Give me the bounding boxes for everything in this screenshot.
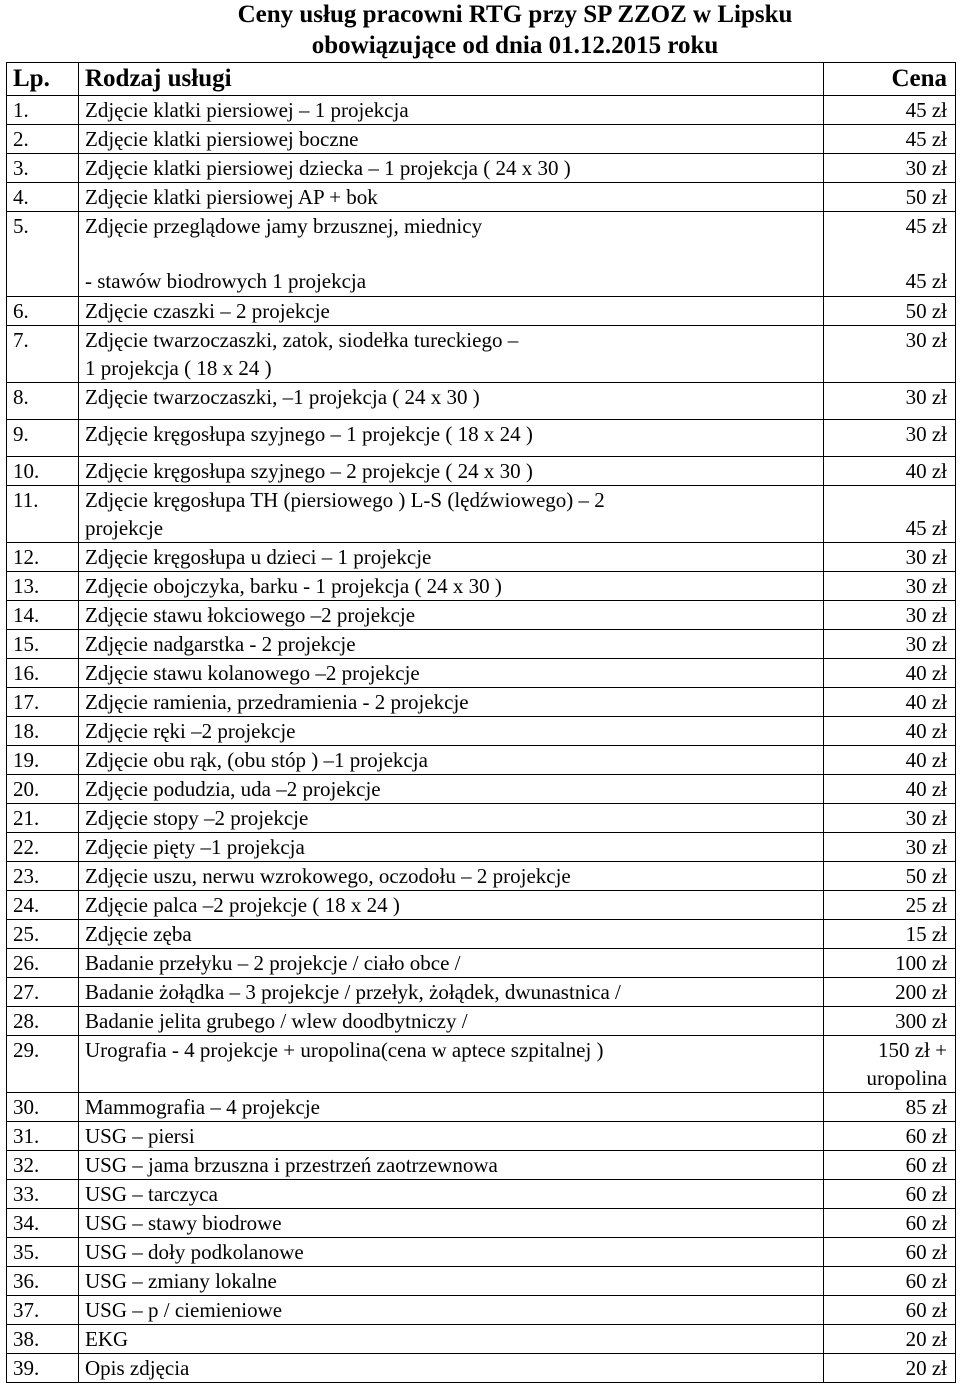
service-price-line-1: 30 zł [905, 328, 947, 352]
service-price [824, 1180, 956, 1209]
service-price-line-1: 50 zł [905, 185, 947, 209]
service-price [824, 601, 956, 630]
table-row [7, 1325, 956, 1354]
service-price-line-1: 30 zł [905, 574, 947, 598]
table-row [7, 1209, 956, 1238]
service-price-line-1: 300 zł [895, 1009, 947, 1033]
row-number: 6. [7, 297, 79, 326]
service-name [79, 659, 824, 688]
service-name [79, 297, 824, 326]
service-name-line-1: Zdjęcie kręgosłupa szyjnego – 2 projekcje ( 24 x 30 ) [85, 459, 533, 483]
service-name-line-1: Zdjęcie kręgosłupa TH (piersiowego ) L-S (lędźwiowego) – 2 [85, 488, 605, 512]
service-price [824, 978, 956, 1007]
service-price-line-2: uropolina [866, 1066, 947, 1090]
service-price-line-1: 30 zł [905, 422, 947, 446]
service-name-line-1: EKG [85, 1327, 129, 1351]
row-number: 36. [7, 1267, 79, 1296]
service-name [79, 833, 824, 862]
table-row [7, 1007, 956, 1036]
table-row [7, 383, 956, 420]
table-row [7, 154, 956, 183]
table-row [7, 1267, 956, 1296]
service-name [79, 1122, 824, 1151]
service-price-line-1: 25 zł [905, 893, 947, 917]
row-number: 19. [7, 746, 79, 775]
service-price-line-1: 30 zł [905, 835, 947, 859]
service-name [79, 420, 824, 457]
service-name [79, 383, 824, 420]
header-price: Cena [824, 63, 956, 96]
table-row [7, 486, 956, 543]
service-name [79, 1325, 824, 1354]
table-row [7, 978, 956, 1007]
table-row [7, 833, 956, 862]
service-price [824, 457, 956, 486]
service-name-line-1: Badanie przełyku – 2 projekcje / ciało obce / [85, 951, 461, 975]
row-number: 22. [7, 833, 79, 862]
service-price [824, 717, 956, 746]
service-price [824, 1093, 956, 1122]
service-name-line-1: Zdjęcie klatki piersiowej dziecka – 1 projekcja ( 24 x 30 ) [85, 156, 571, 180]
service-name-line-1: Zdjęcie kręgosłupa szyjnego – 1 projekcje ( 18 x 24 ) [85, 422, 533, 446]
service-price-line-1: 45 zł [905, 127, 947, 151]
service-name [79, 1180, 824, 1209]
service-price [824, 297, 956, 326]
title-line-1: Ceny usług pracowni RTG przy SP ZZOZ w Lipsku [237, 1, 793, 28]
table-row [7, 1354, 956, 1383]
service-price [824, 1209, 956, 1238]
service-name [79, 717, 824, 746]
service-name-line-1: Zdjęcie twarzoczaszki, zatok, siodełka tureckiego – [85, 328, 519, 352]
service-price [824, 486, 956, 543]
service-name-line-1: Zdjęcie przeglądowe jamy brzusznej, miednicy [85, 214, 483, 238]
service-price [824, 183, 956, 212]
row-number: 37. [7, 1296, 79, 1325]
service-name-line-2: - stawów biodrowych 1 projekcja [85, 269, 367, 293]
row-number: 2. [7, 125, 79, 154]
row-number: 3. [7, 154, 79, 183]
table-row [7, 326, 956, 383]
row-number: 29. [7, 1036, 79, 1093]
service-name [79, 183, 824, 212]
service-price-line-1: 100 zł [895, 951, 947, 975]
service-price [824, 833, 956, 862]
row-number: 35. [7, 1238, 79, 1267]
header-service: Rodzaj usługi [79, 63, 824, 96]
service-name-line-1: Zdjęcie obu rąk, (obu stóp ) –1 projekcja [85, 748, 428, 772]
service-name [79, 1007, 824, 1036]
service-price [824, 804, 956, 833]
service-price [824, 1238, 956, 1267]
service-name-line-1: Urografia - 4 projekcje + uropolina(cena w aptece szpitalnej ) [85, 1038, 604, 1062]
service-name-line-1: Zdjęcie pięty –1 projekcja [85, 835, 305, 859]
service-name-line-1: Badanie jelita grubego / wlew doodbytniczy / [85, 1009, 468, 1033]
service-price-line-1: 40 zł [905, 748, 947, 772]
service-name [79, 804, 824, 833]
document-title [0, 0, 960, 62]
service-price-line-1: 150 zł + [878, 1038, 947, 1062]
service-price [824, 862, 956, 891]
row-number: 15. [7, 630, 79, 659]
row-number: 34. [7, 1209, 79, 1238]
row-number: 39. [7, 1354, 79, 1383]
service-name-line-1: Mammografia – 4 projekcje [85, 1095, 320, 1119]
service-name [79, 486, 824, 543]
service-price [824, 96, 956, 125]
service-name-line-1: Zdjęcie nadgarstka - 2 projekcje [85, 632, 356, 656]
service-price-line-1: 30 zł [905, 385, 947, 409]
service-name-line-1: Zdjęcie ręki –2 projekcje [85, 719, 296, 743]
service-name [79, 326, 824, 383]
service-name-line-1: USG – stawy biodrowe [85, 1211, 282, 1235]
table-row [7, 775, 956, 804]
service-name [79, 978, 824, 1007]
service-price-line-1: 30 zł [905, 156, 947, 180]
table-row [7, 891, 956, 920]
service-price [824, 383, 956, 420]
row-number: 7. [7, 326, 79, 383]
service-name [79, 96, 824, 125]
service-name [79, 572, 824, 601]
row-number: 32. [7, 1151, 79, 1180]
row-number: 11. [7, 486, 79, 543]
service-name [79, 1036, 824, 1093]
service-price [824, 543, 956, 572]
row-number: 21. [7, 804, 79, 833]
service-price [824, 212, 956, 297]
service-price-line-1: 20 zł [905, 1327, 947, 1351]
row-number: 14. [7, 601, 79, 630]
service-price [824, 1296, 956, 1325]
service-price [824, 1036, 956, 1093]
service-name-line-1: USG – jama brzuszna i przestrzeń zaotrzewnowa [85, 1153, 498, 1177]
table-row [7, 212, 956, 297]
table-row [7, 1238, 956, 1267]
service-price-line-1: 60 zł [905, 1182, 947, 1206]
service-price-line-1: 40 zł [905, 459, 947, 483]
service-name [79, 746, 824, 775]
service-name [79, 212, 824, 297]
service-name-line-2: 1 projekcja ( 18 x 24 ) [85, 356, 272, 380]
service-name [79, 601, 824, 630]
service-price [824, 746, 956, 775]
table-row [7, 543, 956, 572]
service-name-line-1: Zdjęcie kręgosłupa u dzieci – 1 projekcje [85, 545, 432, 569]
service-price-line-1: 40 zł [905, 690, 947, 714]
service-name [79, 1238, 824, 1267]
table-row [7, 1122, 956, 1151]
service-name [79, 1209, 824, 1238]
service-name-line-1: USG – p / ciemieniowe [85, 1298, 283, 1322]
row-number: 30. [7, 1093, 79, 1122]
service-name [79, 457, 824, 486]
service-name-line-1: USG – piersi [85, 1124, 195, 1148]
table-row [7, 1093, 956, 1122]
service-price [824, 1267, 956, 1296]
table-row [7, 1151, 956, 1180]
table-row [7, 1180, 956, 1209]
table-row [7, 457, 956, 486]
service-name [79, 688, 824, 717]
service-name [79, 1267, 824, 1296]
service-name-line-1: Zdjęcie obojczyka, barku - 1 projekcja ( 24 x 30 ) [85, 574, 502, 598]
row-number: 25. [7, 920, 79, 949]
service-price-line-1: 45 zł [905, 516, 947, 540]
service-name-line-1: Badanie żołądka – 3 projekcje / przełyk, żołądek, dwunastnica / [85, 980, 621, 1004]
service-price [824, 659, 956, 688]
service-price [824, 1354, 956, 1383]
service-price-line-1: 60 zł [905, 1124, 947, 1148]
table-row [7, 1296, 956, 1325]
table-row [7, 804, 956, 833]
service-name [79, 543, 824, 572]
service-name-line-1: Zdjęcie uszu, nerwu wzrokowego, oczodołu – 2 projekcje [85, 864, 571, 888]
row-number: 24. [7, 891, 79, 920]
service-price-line-1: 60 zł [905, 1298, 947, 1322]
service-price [824, 891, 956, 920]
service-price [824, 775, 956, 804]
row-number: 33. [7, 1180, 79, 1209]
service-price-line-1: 60 zł [905, 1240, 947, 1264]
row-number: 28. [7, 1007, 79, 1036]
service-name [79, 891, 824, 920]
row-number: 9. [7, 420, 79, 457]
service-name [79, 125, 824, 154]
row-number: 1. [7, 96, 79, 125]
service-price-line-1: 60 zł [905, 1211, 947, 1235]
service-price [824, 1151, 956, 1180]
service-name-line-1: Zdjęcie czaszki – 2 projekcje [85, 299, 330, 323]
service-price-line-1: 15 zł [905, 922, 947, 946]
service-name-line-1: USG – zmiany lokalne [85, 1269, 277, 1293]
header-lp: Lp. [7, 63, 79, 96]
table-header-row [7, 63, 956, 96]
service-price [824, 688, 956, 717]
table-row [7, 688, 956, 717]
table-row [7, 717, 956, 746]
service-name-line-1: USG – tarczyca [85, 1182, 218, 1206]
row-number: 8. [7, 383, 79, 420]
service-price [824, 1122, 956, 1151]
service-name [79, 1296, 824, 1325]
service-name-line-2: projekcje [85, 516, 164, 540]
table-row [7, 125, 956, 154]
table-row [7, 862, 956, 891]
table-row [7, 297, 956, 326]
service-price [824, 920, 956, 949]
service-name-line-1: Zdjęcie podudzia, uda –2 projekcje [85, 777, 381, 801]
service-price-line-1: 200 zł [895, 980, 947, 1004]
table-row [7, 746, 956, 775]
table-row [7, 949, 956, 978]
service-price [824, 572, 956, 601]
row-number: 26. [7, 949, 79, 978]
table-row [7, 96, 956, 125]
service-name-line-1: Zdjęcie ramienia, przedramienia - 2 projekcje [85, 690, 469, 714]
service-price-line-1: 30 zł [905, 545, 947, 569]
service-price-line-1: 50 zł [905, 864, 947, 888]
row-number: 12. [7, 543, 79, 572]
service-price-line-2: 45 zł [905, 269, 947, 293]
service-name [79, 949, 824, 978]
service-price-line-1: 40 zł [905, 777, 947, 801]
service-price-line-1: 50 zł [905, 299, 947, 323]
service-name [79, 775, 824, 804]
service-price [824, 949, 956, 978]
table-row [7, 1036, 956, 1093]
price-table [6, 62, 956, 1383]
service-price [824, 154, 956, 183]
row-number: 38. [7, 1325, 79, 1354]
row-number: 20. [7, 775, 79, 804]
service-name [79, 862, 824, 891]
service-price-line-1: 85 zł [905, 1095, 947, 1119]
service-price-line-1: 45 zł [905, 98, 947, 122]
service-name [79, 920, 824, 949]
service-price [824, 630, 956, 659]
service-name-line-1: Zdjęcie klatki piersiowej AP + bok [85, 185, 378, 209]
table-row [7, 659, 956, 688]
title-line-2: obowiązujące od dnia 01.12.2015 roku [311, 32, 719, 59]
service-name-line-1: Zdjęcie stopy –2 projekcje [85, 806, 309, 830]
service-price-line-1: 45 zł [905, 214, 947, 238]
table-row [7, 630, 956, 659]
row-number: 10. [7, 457, 79, 486]
service-name [79, 1151, 824, 1180]
service-price [824, 326, 956, 383]
service-price [824, 125, 956, 154]
table-row [7, 420, 956, 457]
service-price-line-1: 40 zł [905, 719, 947, 743]
service-price-line-1: 40 zł [905, 661, 947, 685]
service-price-line-1: 60 zł [905, 1153, 947, 1177]
row-number: 18. [7, 717, 79, 746]
row-number: 17. [7, 688, 79, 717]
table-row [7, 183, 956, 212]
service-name-line-1: Zdjęcie palca –2 projekcje ( 18 x 24 ) [85, 893, 400, 917]
service-name-line-1: Zdjęcie stawu łokciowego –2 projekcje [85, 603, 416, 627]
service-price-line-1: 30 zł [905, 632, 947, 656]
row-number: 23. [7, 862, 79, 891]
service-name [79, 154, 824, 183]
service-price [824, 1325, 956, 1354]
service-name-line-1: USG – doły podkolanowe [85, 1240, 304, 1264]
service-name [79, 1093, 824, 1122]
service-name-line-1: Zdjęcie klatki piersiowej boczne [85, 127, 359, 151]
service-name-line-1: Zdjęcie twarzoczaszki, –1 projekcja ( 24 x 30 ) [85, 385, 480, 409]
service-price-line-1: 30 zł [905, 603, 947, 627]
service-price-line-1: 60 zł [905, 1269, 947, 1293]
service-name-line-1: Opis zdjęcia [85, 1356, 190, 1380]
table-row [7, 572, 956, 601]
service-price-line-1: 30 zł [905, 806, 947, 830]
row-number: 27. [7, 978, 79, 1007]
table-row [7, 601, 956, 630]
row-number: 16. [7, 659, 79, 688]
row-number: 5. [7, 212, 79, 297]
row-number: 31. [7, 1122, 79, 1151]
service-name-line-1: Zdjęcie klatki piersiowej – 1 projekcja [85, 98, 409, 122]
table-row [7, 920, 956, 949]
service-price-line-1: 20 zł [905, 1356, 947, 1380]
row-number: 4. [7, 183, 79, 212]
service-name [79, 630, 824, 659]
service-name [79, 1354, 824, 1383]
service-price [824, 420, 956, 457]
row-number: 13. [7, 572, 79, 601]
service-name-line-1: Zdjęcie zęba [85, 922, 192, 946]
service-price [824, 1007, 956, 1036]
service-name-line-1: Zdjęcie stawu kolanowego –2 projekcje [85, 661, 420, 685]
